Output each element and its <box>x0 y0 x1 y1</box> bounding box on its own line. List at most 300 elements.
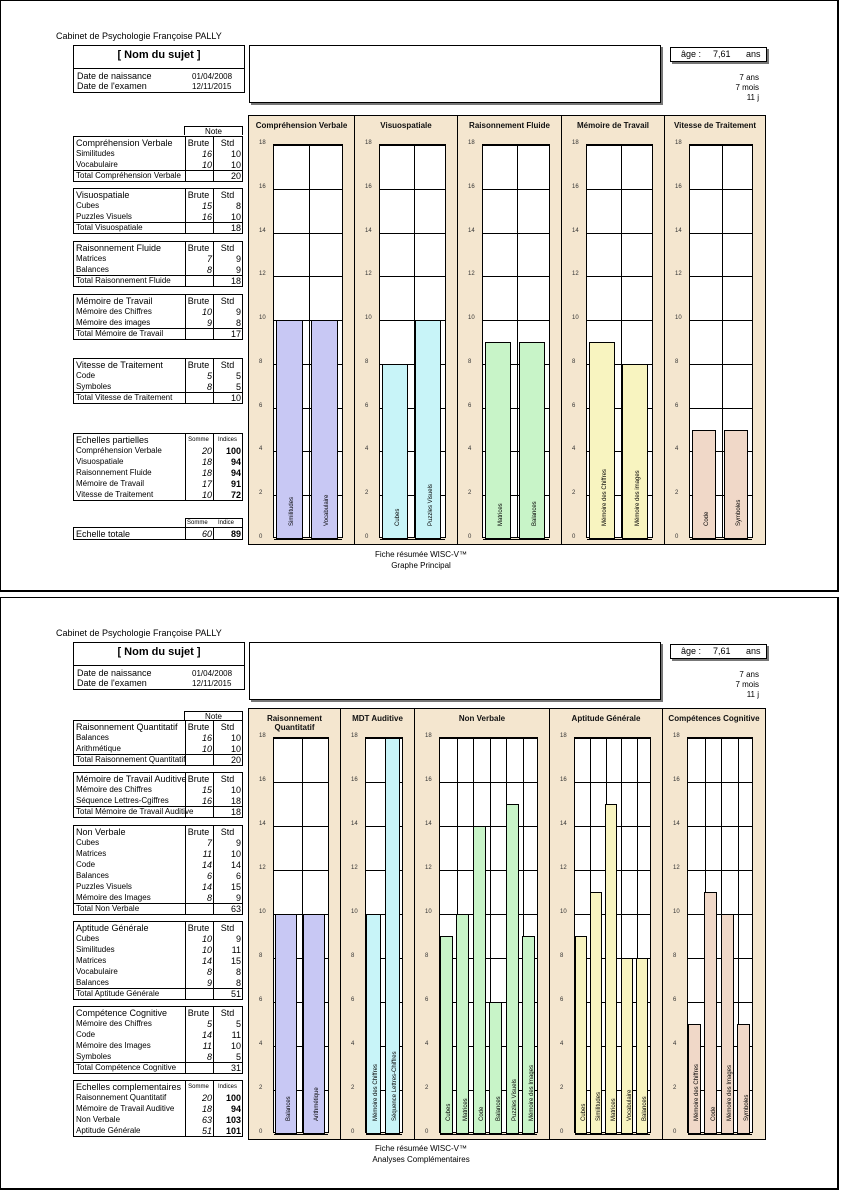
gridline <box>587 189 652 190</box>
total-value: 31 <box>230 1063 241 1073</box>
col-std-label: Std <box>220 243 235 253</box>
plot-area <box>586 144 653 538</box>
y-tick-label: 14 <box>259 227 266 234</box>
y-tick-label: 0 <box>673 1129 677 1135</box>
std-score: 8 <box>235 978 241 988</box>
y-tick-label: 2 <box>259 490 263 497</box>
std-score: 15 <box>230 956 241 966</box>
col-std-label: Indices <box>217 437 237 443</box>
y-tick-label: 2 <box>560 1085 564 1091</box>
age-box <box>670 47 767 62</box>
std-score: 15 <box>230 882 241 892</box>
bar <box>485 342 512 539</box>
raw-score: 17 <box>201 479 212 489</box>
age-unit: ans <box>746 646 761 656</box>
panel-title: Raisonnement Fluide <box>469 121 550 130</box>
std-score: 100 <box>225 1093 241 1103</box>
gridline <box>690 364 752 365</box>
gridline <box>575 738 650 739</box>
subtest-label: Cubes <box>76 201 100 210</box>
y-tick-label: 6 <box>468 402 472 409</box>
y-tick-label: 14 <box>365 227 372 234</box>
table-title: Compétence Cognitive <box>76 1008 168 1018</box>
y-tick-label: 18 <box>572 140 579 146</box>
plot-area <box>273 144 343 538</box>
raw-score: 16 <box>201 733 212 743</box>
raw-score: 9 <box>206 978 212 988</box>
score-table <box>73 294 243 340</box>
std-score: 10 <box>230 149 241 159</box>
bar-label: Similitudes <box>596 1091 603 1121</box>
y-tick-label: 12 <box>259 271 266 278</box>
birth-value: 01/04/2008 <box>192 72 233 81</box>
total-label: Total Mémoire de Travail Auditive <box>76 807 194 816</box>
gridline <box>483 233 549 234</box>
bar <box>382 364 408 539</box>
table-row <box>74 159 242 170</box>
table-total-row <box>74 392 242 403</box>
bar-label: Matrices <box>497 503 504 526</box>
col-raw-label: Brute <box>187 296 210 306</box>
score-table <box>73 188 243 234</box>
col-raw-label: Brute <box>187 360 210 370</box>
y-tick-label: 10 <box>365 315 372 322</box>
age-unit: ans <box>746 49 761 59</box>
gridline <box>440 1134 537 1135</box>
y-tick-label: 4 <box>351 1041 355 1047</box>
y-tick-label: 16 <box>351 777 358 783</box>
raw-score: 14 <box>201 860 212 870</box>
score-table <box>73 433 243 501</box>
gridline <box>274 826 328 827</box>
y-tick-label: 6 <box>259 997 263 1003</box>
y-tick-label: 2 <box>425 1085 429 1091</box>
subtest-label: Balances <box>76 978 109 987</box>
chart-panel <box>249 116 355 544</box>
table-row <box>74 859 242 870</box>
subtest-label: Similitudes <box>76 149 115 158</box>
y-tick-label: 12 <box>572 271 579 278</box>
y-tick-label: 2 <box>673 1085 677 1091</box>
dates-box <box>73 666 245 690</box>
panel-title: MDT Auditive <box>352 714 403 723</box>
bar-label: Mémoire des Images <box>528 1064 535 1121</box>
y-tick-label: 8 <box>675 358 679 365</box>
std-score: 6 <box>235 871 241 881</box>
plot-area <box>273 737 329 1133</box>
gridline <box>483 539 549 540</box>
column-header <box>185 518 243 527</box>
col-raw-label: Somme <box>188 1084 209 1090</box>
plot-area <box>689 144 753 538</box>
std-score: 94 <box>230 468 241 478</box>
caption-subtitle: Analyses Complémentaires <box>372 1155 470 1164</box>
total-label: Total Aptitude Générale <box>76 989 160 998</box>
subtest-label: Matrices <box>76 254 107 263</box>
bar-label: Puzzles Visuels <box>512 1079 519 1121</box>
table-row <box>74 489 242 500</box>
table-total-row <box>74 806 242 817</box>
table-total-row <box>74 222 242 233</box>
age-months: 7 mois <box>735 83 759 92</box>
gridline <box>688 1134 752 1135</box>
std-score: 94 <box>230 457 241 467</box>
y-tick-label: 18 <box>468 140 475 146</box>
table-row <box>74 1040 242 1051</box>
table-row <box>74 870 242 881</box>
age-detail <box>679 670 759 700</box>
subtest-label: Cubes <box>76 838 100 847</box>
note-header: Note <box>184 126 243 135</box>
y-tick-label: 4 <box>365 446 369 453</box>
age-label: âge : <box>681 49 702 59</box>
bar <box>276 320 303 539</box>
table-header <box>74 295 242 306</box>
y-tick-label: 14 <box>572 227 579 234</box>
raw-score: 14 <box>201 882 212 892</box>
bar <box>473 826 486 1134</box>
gridline <box>274 233 342 234</box>
table-header <box>74 922 242 933</box>
col-raw-label: Brute <box>187 827 210 837</box>
total-value: 18 <box>230 276 241 286</box>
subtest-label: Symboles <box>76 382 112 391</box>
std-score: 10 <box>230 733 241 743</box>
table-header <box>74 1081 242 1092</box>
subtest-label: Vocabulaire <box>76 160 118 169</box>
subtest-label: Raisonnement Fluide <box>76 468 152 477</box>
table-row <box>74 732 242 743</box>
raw-score: 15 <box>201 201 212 211</box>
bar-label: Séquence Lettres-Chiffres <box>392 1051 399 1121</box>
raw-score: 63 <box>201 1115 212 1125</box>
bar-label: Puzzles Visuels <box>428 484 435 526</box>
y-tick-label: 12 <box>259 865 266 871</box>
table-title: Echelle totale <box>76 529 131 539</box>
bar-label: Vocabulaire <box>626 1089 633 1121</box>
bar-label: Symboles <box>743 1094 750 1121</box>
raw-score: 7 <box>206 254 212 264</box>
raw-score: 6 <box>206 871 212 881</box>
bar <box>522 936 535 1134</box>
y-tick-label: 14 <box>468 227 475 234</box>
y-tick-label: 0 <box>351 1129 355 1135</box>
panel-title: Raisonnement Quantitatif <box>266 714 323 732</box>
chart-caption <box>341 549 501 571</box>
col-std-label: Std <box>220 138 235 148</box>
y-tick-label: 12 <box>468 271 475 278</box>
table-title: Echelles complementaires <box>76 1082 182 1092</box>
chart-panel <box>249 709 341 1139</box>
table-title: Aptitude Générale <box>76 923 149 933</box>
table-row <box>74 211 242 222</box>
panel-title: Compétences Cognitive <box>668 714 760 723</box>
subtest-label: Vitesse de Traitement <box>76 490 154 499</box>
cabinet-name: Cabinet de Psychologie Françoise PALLY <box>56 628 222 638</box>
gridline <box>380 233 445 234</box>
y-tick-label: 12 <box>673 865 680 871</box>
panel-title: Mémoire de Travail <box>576 121 650 130</box>
table-row <box>74 1051 242 1062</box>
gridline <box>274 539 342 540</box>
chart-panel <box>562 116 665 544</box>
gridline <box>690 408 752 409</box>
bar <box>275 914 297 1134</box>
cabinet-name: Cabinet de Psychologie Françoise PALLY <box>56 31 222 41</box>
table-row <box>74 381 242 392</box>
table-row <box>74 1029 242 1040</box>
gridline <box>575 1134 650 1135</box>
exam-value: 12/11/2015 <box>192 82 232 91</box>
col-raw-label: Brute <box>187 243 210 253</box>
col-raw-label: Brute <box>187 1008 210 1018</box>
subtest-label: Raisonnement Quantitatif <box>76 1093 167 1102</box>
raw-score: 18 <box>201 1104 212 1114</box>
std-score: 11 <box>231 945 241 955</box>
gridline <box>380 276 445 277</box>
y-tick-label: 6 <box>259 402 263 409</box>
std-score: 5 <box>235 1019 241 1029</box>
std-score: 10 <box>230 785 241 795</box>
table-header <box>74 242 242 253</box>
table-row <box>74 467 242 478</box>
y-tick-label: 14 <box>560 821 567 827</box>
col-index-label: Indice <box>218 520 235 526</box>
y-tick-label: 6 <box>560 997 564 1003</box>
y-tick-label: 16 <box>673 777 680 783</box>
y-tick-label: 2 <box>351 1085 355 1091</box>
dates-box <box>73 69 245 93</box>
raw-score: 51 <box>201 1126 212 1136</box>
total-label: Total Compétence Cognitive <box>76 1063 177 1072</box>
subtest-label: Matrices <box>76 956 107 965</box>
caption-title: Fiche résumée WISC-V™ <box>374 550 468 559</box>
y-tick-label: 12 <box>675 271 682 278</box>
subtest-label: Mémoire des Chiffres <box>76 1019 152 1028</box>
y-tick-label: 8 <box>259 953 263 959</box>
col-std-label: Std <box>220 360 235 370</box>
age-days: 11 j <box>746 690 759 699</box>
score-table <box>73 358 243 404</box>
y-tick-label: 18 <box>560 733 567 739</box>
chart-panel <box>341 709 415 1139</box>
y-tick-label: 8 <box>365 358 369 365</box>
col-raw-label: Brute <box>187 138 210 148</box>
bar-label: Code <box>703 511 710 526</box>
table-row <box>74 317 242 328</box>
std-score: 10 <box>230 212 241 222</box>
exam-label: Date de l'examen <box>77 81 147 91</box>
raw-score: 8 <box>206 893 212 903</box>
subtest-label: Balances <box>76 265 109 274</box>
score-table <box>73 772 243 818</box>
bar <box>366 914 381 1134</box>
note-header: Note <box>184 711 243 720</box>
y-tick-label: 16 <box>675 183 682 190</box>
table-row <box>74 1114 242 1125</box>
subtest-label: Mémoire de Travail Auditive <box>76 1104 175 1113</box>
score-table <box>73 241 243 287</box>
total-label: Total Raisonnement Quantitatif <box>76 755 186 764</box>
y-tick-label: 10 <box>468 315 475 322</box>
score-table <box>73 720 243 766</box>
gridline <box>483 320 549 321</box>
y-tick-label: 10 <box>572 315 579 322</box>
std-score: 9 <box>235 265 241 275</box>
gridline <box>274 870 328 871</box>
plot-area <box>574 737 651 1133</box>
y-tick-label: 2 <box>365 490 369 497</box>
bar-label: Code <box>479 1106 486 1121</box>
raw-score: 18 <box>201 468 212 478</box>
subtest-label: Vocabulaire <box>76 967 118 976</box>
raw-score: 14 <box>201 956 212 966</box>
y-tick-label: 10 <box>673 909 680 915</box>
y-tick-label: 0 <box>365 534 369 540</box>
bar-label: Cubes <box>446 1103 453 1121</box>
y-tick-label: 4 <box>572 446 576 453</box>
table-row <box>74 1103 242 1114</box>
table-row <box>74 944 242 955</box>
table-row <box>74 456 242 467</box>
y-tick-label: 6 <box>572 402 576 409</box>
plot-area <box>365 737 403 1133</box>
bar-label: Arithmétique <box>313 1087 320 1121</box>
panel-title: Visuospatiale <box>380 121 432 130</box>
y-tick-label: 18 <box>675 140 682 146</box>
bar-label: Vocabulaire <box>324 494 331 526</box>
raw-score: 10 <box>201 307 212 317</box>
col-raw-label: Brute <box>187 190 210 200</box>
bar <box>721 914 734 1134</box>
gridline <box>380 145 445 146</box>
table-row <box>74 881 242 892</box>
table-total-row <box>74 903 242 914</box>
age-years: 7 ans <box>739 73 759 82</box>
table-total-row <box>74 170 242 181</box>
bar-label: Code <box>710 1106 717 1121</box>
subtest-label: Mémoire des Images <box>76 1041 151 1050</box>
total-value: 18 <box>230 223 241 233</box>
table-header <box>74 434 242 445</box>
birth-value: 01/04/2008 <box>192 669 233 678</box>
std-score: 72 <box>230 490 241 500</box>
std-score: 9 <box>235 307 241 317</box>
subtest-label: Puzzles Visuels <box>76 212 132 221</box>
raw-score: 14 <box>201 1030 212 1040</box>
raw-score: 9 <box>206 318 212 328</box>
gridline <box>690 539 752 540</box>
y-tick-label: 12 <box>365 271 372 278</box>
raw-score: 16 <box>201 149 212 159</box>
y-tick-label: 10 <box>560 909 567 915</box>
subtest-label: Matrices <box>76 849 107 858</box>
y-tick-label: 8 <box>351 953 355 959</box>
bar-label: Balances <box>531 501 538 526</box>
table-title: Mémoire de Travail <box>76 296 153 306</box>
y-tick-label: 12 <box>351 865 358 871</box>
raw-score: 10 <box>201 744 212 754</box>
y-tick-label: 16 <box>259 183 266 190</box>
bar-label: Mémoire des Chiffres <box>601 469 608 526</box>
complementary-chart <box>248 708 766 1140</box>
gridline <box>274 189 342 190</box>
subtest-label: Balances <box>76 733 109 742</box>
bar-label: Mémoire des Chiffres <box>694 1064 701 1121</box>
std-score: 9 <box>235 934 241 944</box>
y-tick-label: 8 <box>560 953 564 959</box>
age-detail <box>679 73 759 103</box>
raw-score: 8 <box>206 967 212 977</box>
col-std-label: Std <box>220 190 235 200</box>
gridline <box>483 189 549 190</box>
subject-title-box <box>73 642 245 666</box>
bar <box>589 342 615 539</box>
subtest-label: Cubes <box>76 934 100 943</box>
exam-value: 12/11/2015 <box>192 679 232 688</box>
total-value: 18 <box>230 807 241 817</box>
birth-label: Date de naissance <box>77 71 152 81</box>
age-value: 7,61 <box>713 646 731 656</box>
col-std-label: Std <box>220 722 235 732</box>
table-header <box>74 1007 242 1018</box>
subtest-label: Compréhension Verbale <box>76 446 162 455</box>
report-page-2 <box>0 597 839 1190</box>
std-score: 94 <box>230 1104 241 1114</box>
subtest-label: Symboles <box>76 1052 112 1061</box>
raw-score: 8 <box>206 265 212 275</box>
raw-score: 5 <box>206 1019 212 1029</box>
y-tick-label: 10 <box>259 909 266 915</box>
score-table <box>73 136 243 182</box>
y-tick-label: 0 <box>560 1129 564 1135</box>
table-header <box>74 826 242 837</box>
raw-score: 5 <box>206 371 212 381</box>
raw-score: 8 <box>206 1052 212 1062</box>
table-total-row <box>74 988 242 999</box>
table-total-row <box>74 754 242 765</box>
bar <box>605 804 617 1134</box>
chart-panel <box>663 709 765 1139</box>
exam-label: Date de l'examen <box>77 678 147 688</box>
table-row <box>74 1092 242 1103</box>
subject-title: [ Nom du sujet ] <box>117 49 201 61</box>
std-score: 5 <box>235 382 241 392</box>
raw-score: 11 <box>202 1041 212 1051</box>
std-score: 100 <box>225 446 241 456</box>
table-row <box>74 370 242 381</box>
y-tick-label: 4 <box>259 446 263 453</box>
bar <box>303 914 325 1134</box>
std-score: 5 <box>235 1052 241 1062</box>
age-label: âge : <box>681 646 702 656</box>
plot-area <box>482 144 550 538</box>
bar-label: Similitudes <box>289 496 296 526</box>
y-tick-label: 16 <box>425 777 432 783</box>
table-title: Mémoire de Travail Auditive <box>76 774 187 784</box>
gridline <box>690 145 752 146</box>
subject-title: [ Nom du sujet ] <box>117 646 201 658</box>
std-score: 8 <box>235 318 241 328</box>
y-tick-label: 18 <box>351 733 358 739</box>
gridline <box>274 145 342 146</box>
caption-subtitle: Graphe Principal <box>391 561 451 570</box>
panel-title: Non Verbale <box>458 714 506 723</box>
std-score: 10 <box>230 1041 241 1051</box>
gridline <box>587 233 652 234</box>
table-row <box>74 955 242 966</box>
total-value: 17 <box>230 329 241 339</box>
